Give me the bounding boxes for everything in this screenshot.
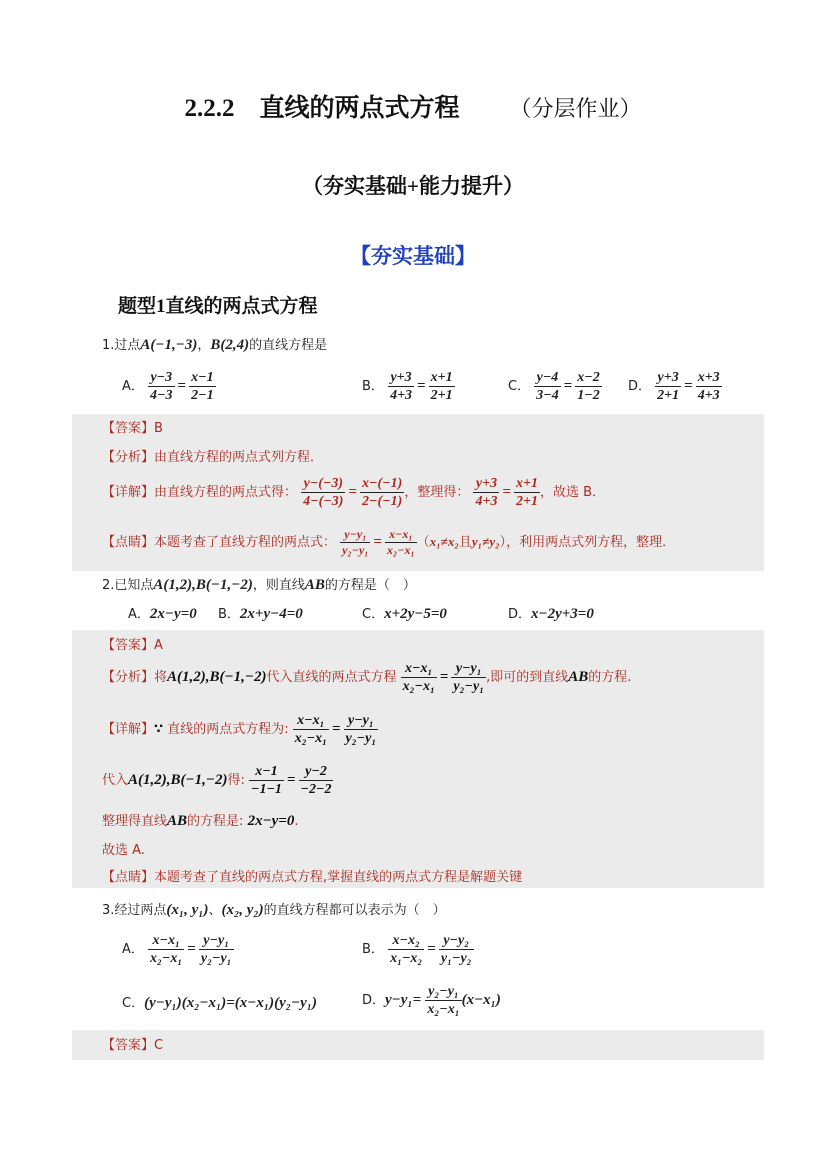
q2-detail-result: 整理得直线AB的方程是: 2x−y=0. — [102, 813, 299, 829]
q1-answer: 【答案】B — [102, 421, 163, 436]
q1-stem: 1.过点A(−1,−3)，B(2,4)的直线方程是 — [102, 337, 328, 353]
q2-answer: 【答案】A — [102, 638, 163, 653]
q2-stem: 2.已知点A(1,2),B(−1,−2)，则直线AB的方程是（ ） — [102, 577, 416, 593]
q2-detail: 【详解】∵ 直线的两点式方程为: $\frac{\text{x−x₁}}{\text{x₂−x₁}}$ = $\frac{\text{y−y₁}}{\text{y₂−y₁}}$ — [102, 713, 377, 746]
q2-detail-substitute: 代入A(1,2),B(−1,−2)得: $\frac{x-1}{-1-1}$ = $\frac{y-2}{-2-2}$ — [102, 764, 332, 797]
q1-option-c: C． $\frac{y-4}{3-4}$ = $\frac{x-2}{1-2}$ — [508, 370, 600, 403]
q3-answer: 【答案】C — [102, 1038, 164, 1053]
q3-option-c: C．(y−y₁)(x₂−x₁)=(x−x₁)(y₂−y₁) — [122, 995, 317, 1011]
question-type-heading: 题型1直线的两点式方程 — [118, 296, 318, 317]
q3-option-b: B． $\frac{\text{x−x₂}}{\text{x₁−x₂}}$ = $\frac{\text{y−y₂}}{\text{y₁−y₂}}$ — [362, 933, 472, 966]
q1-option-b: B． $\frac{y+3}{4+3}$ = $\frac{x+1}{2+1}$ — [362, 370, 453, 403]
q3-option-a: A． $\frac{\text{x−x₁}}{\text{x₂−x₁}}$ = $\frac{\text{y−y₁}}{\text{y₂−y₁}}$ — [122, 933, 232, 966]
title-note: （分层作业） — [509, 96, 642, 121]
document-title — [0, 88, 826, 124]
q1-detail: 【详解】由直线方程的两点式得： $\frac{y-(-3)}{4-(-3)}$ = $\frac{x-(-1)}{2-(-1)}$ ，整理得： $\frac{y+3}{4+3}$ = $\frac{x+1}{2+1}$ ，故选 B． — [102, 476, 606, 509]
subtitle: （夯实基础+能力提升） — [302, 174, 524, 198]
q1-point-b: B(2,4) — [210, 337, 250, 353]
q1-comment: 【点睛】本题考查了直线方程的两点式： $\frac{\text{y−y₁}}{\text{y₂−y₁}}$ = $\frac{\text{x−x₁}}{\text{x₂−x₁}}$ （x₁≠x₂且y₁≠y₂），利用两点式列方程，整理． — [102, 527, 676, 557]
q3-answer-panel — [72, 1030, 764, 1060]
q2-option-b: B．2x+y−4=0 — [218, 606, 303, 622]
q2-option-c: C．x+2y−5=0 — [362, 606, 447, 622]
section-heading: 【夯实基础】 — [350, 244, 476, 268]
q2-option-a: A．2x−y=0 — [128, 606, 197, 622]
q1-analysis: 【分析】由直线方程的两点式列方程． — [102, 450, 324, 465]
q1-option-d: D． $\frac{y+3}{2+1}$ = $\frac{x+3}{4+3}$ — [628, 370, 720, 403]
q2-comment: 【点睛】本题考查了直线的两点式方程,掌握直线的两点式方程是解题关键 — [102, 870, 523, 885]
q2-option-d: D．x−2y+3=0 — [508, 606, 594, 622]
q2-analysis: 【分析】将A(1,2),B(−1,−2)代入直线的两点式方程 $\frac{\text{x−x₁}}{\text{x₂−x₁}}$ = $\frac{\text{y−y₁}}{\text{y₂−y₁}}$ ,即可的到直线AB的方程. — [102, 661, 632, 694]
q3-stem: 3.经过两点(x₁, y₁)、(x₂, y₂)的直线方程都可以表示为（ ） — [102, 902, 446, 918]
q1-point-a: A(−1,−3) — [140, 337, 198, 353]
q3-option-d: D．y−y₁= $\frac{\text{y₂−y₁}}{\text{x₂−x₁}}$ (x−x₁) — [362, 984, 501, 1017]
q1-option-a: A． $\frac{y-3}{4-3}$ = $\frac{x-1}{2-1}$ — [122, 370, 214, 403]
title-text: 2.2.2 直线的两点式方程 — [184, 95, 460, 122]
q2-choose: 故选 A. — [102, 843, 145, 858]
